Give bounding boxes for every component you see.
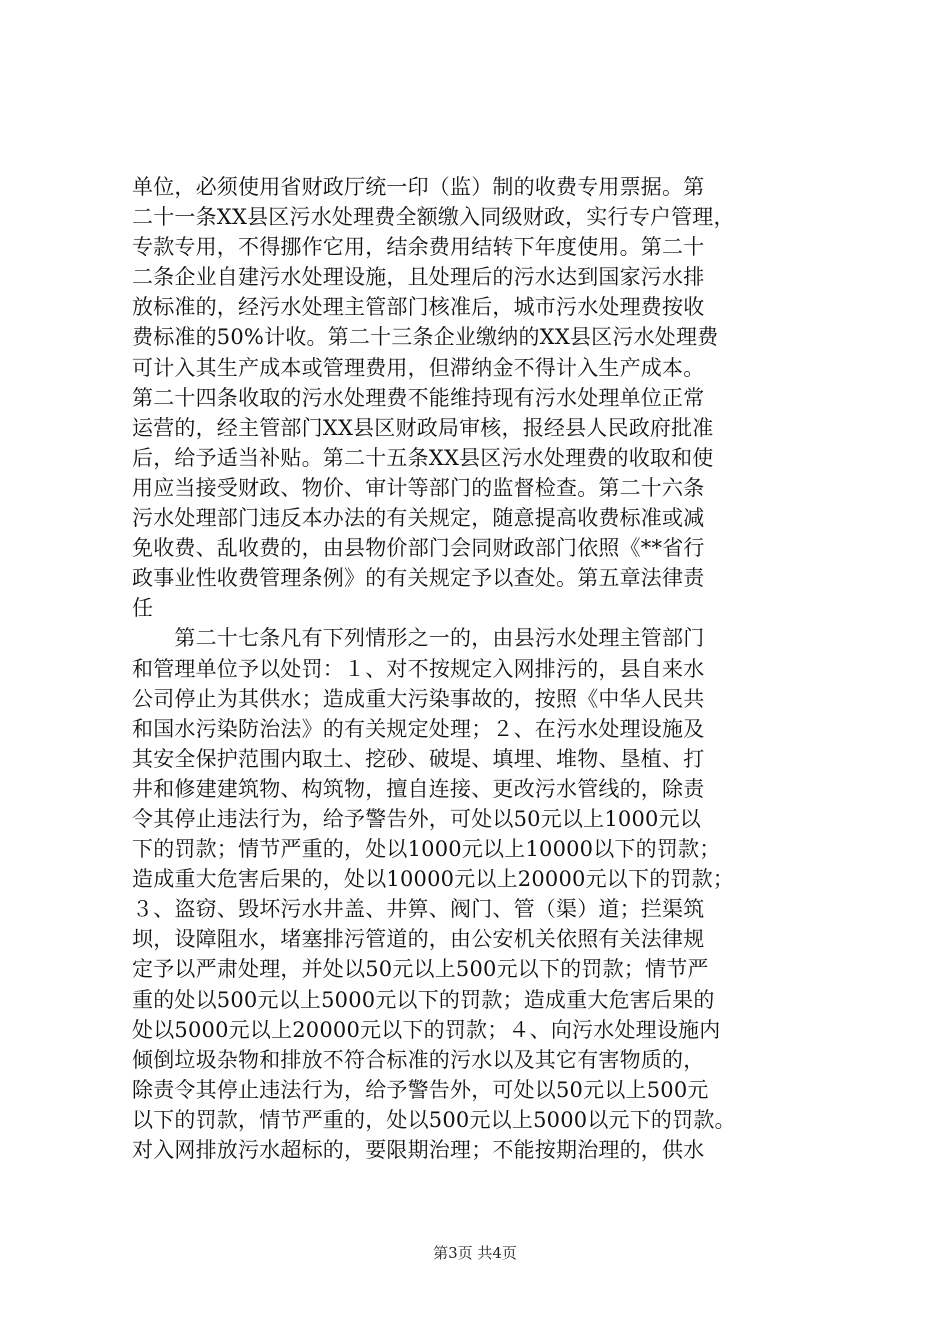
page-footer (0, 1243, 950, 1263)
text-line: 坝，设障阻水，堵塞排污管道的，由公安机关依照有关法律规 (132, 927, 705, 952)
text-line: 污水处理部门违反本办法的有关规定，随意提高收费标准或减 (132, 506, 705, 531)
text-line: 专款专用，不得挪作它用，结余费用结转下年度使用。第二十 (132, 235, 705, 260)
text-line: 井和修建建筑物、构筑物，擅自连接、更改污水管线的，除责 (132, 776, 705, 801)
page-number: 第3页 共4页 (433, 1244, 517, 1262)
text-line: 下的罚款；情节严重的，处以1000元以上10000以下的罚款； (132, 837, 721, 862)
text-line: 任 (132, 596, 154, 621)
text-line: 对入网排放污水超标的，要限期治理；不能按期治理的，供水 (132, 1138, 705, 1162)
text-line: 公司停止为其供水；造成重大污染事故的，按照《中华人民共 (132, 686, 705, 711)
text-line: 重的处以500元以上5000元以下的罚款；造成重大危害后果的 (132, 987, 715, 1012)
text-line: 免收费、乱收费的，由县物价部门会同财政部门依照《**省行 (132, 536, 705, 561)
text-line: 放标准的，经污水处理主管部门核准后，城市污水处理费按收 (132, 295, 705, 320)
text-line: 和管理单位予以处罚：１、对不按规定入网排污的，县自来水 (132, 656, 705, 681)
text-line: 除责令其停止违法行为，给予警告外，可处以50元以上500元 (132, 1077, 709, 1102)
text-line: 后，给予适当补贴。第二十五条XX县区污水处理费的收取和使 (132, 445, 714, 470)
text-line: 单位，必须使用省财政厅统一印（监）制的收费专用票据。第 (132, 175, 705, 199)
text-line: 其安全保护范围内取土、挖砂、破堤、填埋、堆物、垦植、打 (132, 746, 705, 771)
text-line: 第二十七条凡有下列情形之一的，由县污水处理主管部门 (132, 626, 705, 651)
text-line: 造成重大危害后果的，处以10000元以上20000元以下的罚款； (132, 867, 735, 892)
text-line: 费标准的50%计收。第二十三条企业缴纳的XX县区污水处理费 (132, 325, 719, 350)
text-line: 定予以严肃处理，并处以50元以上500元以下的罚款；情节严 (132, 957, 709, 982)
text-line: 二十一条XX县区污水处理费全额缴入同级财政，实行专户管理， (132, 205, 735, 230)
text-line: 处以5000元以上20000元以下的罚款；４、向污水处理设施内 (132, 1017, 721, 1042)
text-line: 政事业性收费管理条例》的有关规定予以查处。第五章法律责 (132, 566, 705, 591)
text-line: 令其停止违法行为，给予警告外，可处以50元以上1000元以 (132, 806, 701, 831)
text-line: 二条企业自建污水处理设施，且处理后的污水达到国家污水排 (132, 265, 705, 290)
text-line: 第二十四条收取的污水处理费不能维持现有污水处理单位正常 (132, 385, 705, 410)
text-line: 用应当接受财政、物价、审计等部门的监督检查。第二十六条 (132, 475, 705, 500)
text-line: ３、盗窃、毁坏污水井盖、井箅、阀门、管（渠）道；拦渠筑 (132, 897, 705, 922)
body-text (132, 172, 832, 1165)
text-line: 倾倒垃圾杂物和排放不符合标准的污水以及其它有害物质的， (132, 1047, 705, 1072)
text-line: 以下的罚款，情节严重的，处以500元以上5000以元下的罚款。 (132, 1107, 736, 1132)
text-line: 运营的，经主管部门XX县区财政局审核，报经县人民政府批准 (132, 415, 714, 440)
text-line: 和国水污染防治法》的有关规定处理；２、在污水处理设施及 (132, 716, 705, 741)
text-line: 可计入其生产成本或管理费用，但滞纳金不得计入生产成本。 (132, 355, 705, 380)
